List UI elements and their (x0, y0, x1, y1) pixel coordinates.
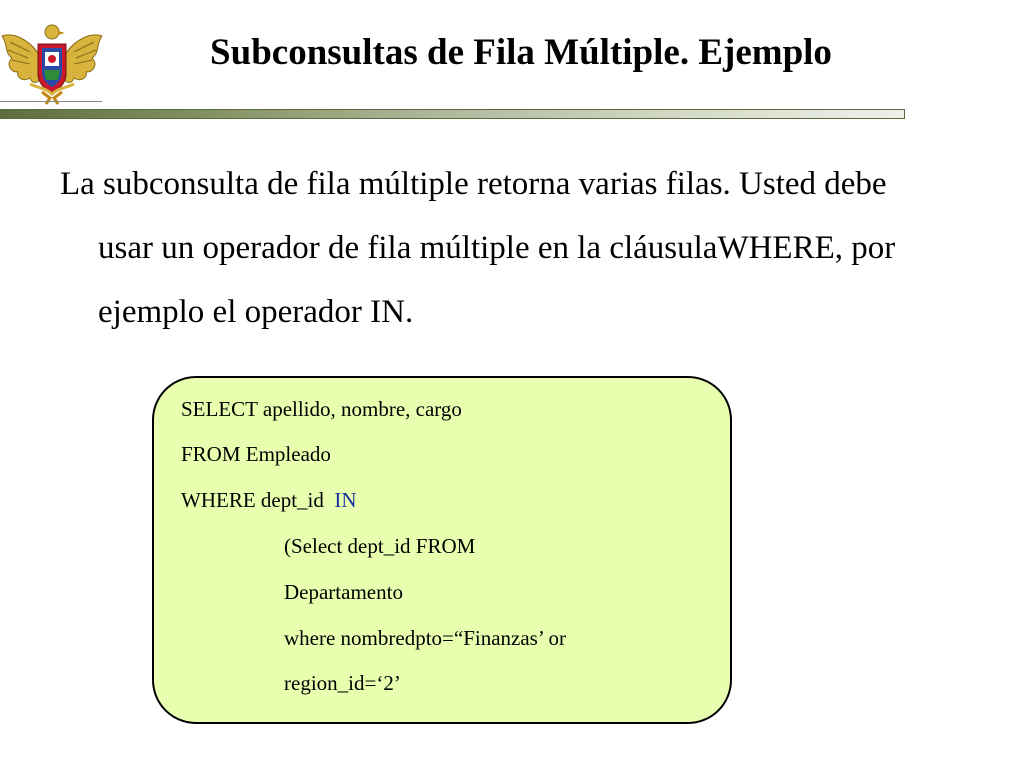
sql-line-region: region_id=‘2’ (284, 671, 401, 695)
sql-line-subselect: (Select dept_id FROM (284, 534, 476, 558)
sql-where-text: WHERE dept_id (181, 488, 335, 512)
slide-title: Subconsultas de Fila Múltiple. Ejemplo (210, 32, 832, 73)
sql-line-where (181, 486, 357, 514)
sql-code-box (152, 376, 732, 724)
sql-in-keyword: IN (334, 488, 357, 512)
sql-line-condition: where nombredpto=“Finanzas’ or (284, 626, 567, 650)
body-text (60, 152, 920, 344)
sql-line-table: Departamento (284, 580, 403, 604)
sql-line-from: FROM Empleado (181, 442, 331, 466)
logo-underline (0, 101, 102, 102)
title-divider-bar (0, 109, 905, 119)
sql-line-select: SELECT apellido, nombre, cargo (181, 397, 462, 421)
body-paragraph: La subconsulta de fila múltiple retorna varias filas. Usted debe usar un operador de fila múltiple en la cláusulaWHERE, por ejemplo el operador IN. (60, 166, 896, 330)
